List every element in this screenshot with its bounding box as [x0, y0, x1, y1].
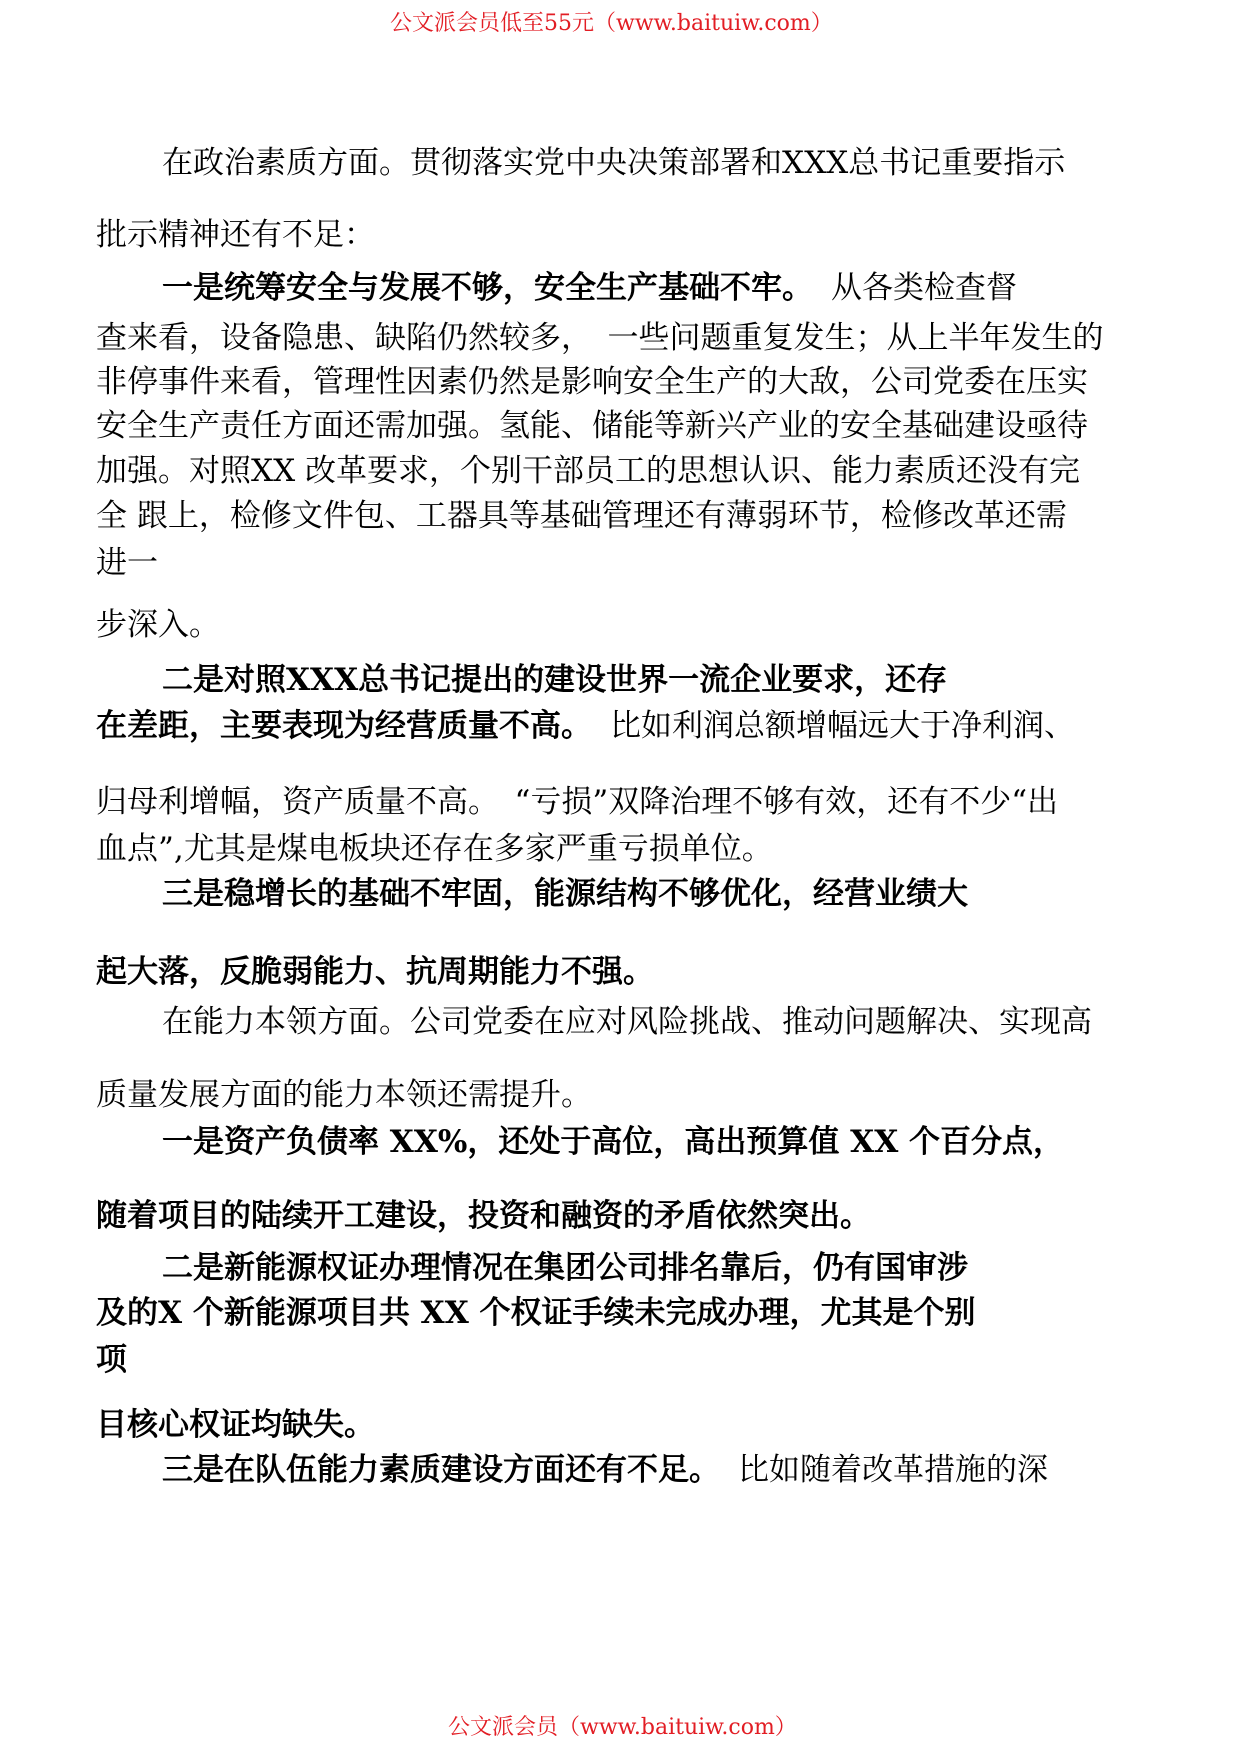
paragraph-line: 及的X 个新能源项目共 XX 个权证手续未完成办理，尤其是个别: [96, 1295, 976, 1331]
paragraph-line: 在政治素质方面。贯彻落实党中央决策部署和XXX总书记重要指示: [162, 145, 1066, 181]
paragraph-line: 步深入。: [96, 607, 220, 643]
paragraph-line: 二是新能源权证办理情况在集团公司排名靠后，仍有国审涉: [162, 1250, 968, 1286]
paragraph-line: 安全生产责任方面还需加强。氢能、储能等新兴产业的安全基础建设亟待: [96, 408, 1088, 444]
paragraph-line: 进一: [96, 545, 158, 581]
paragraph-line: 三是在队伍能力素质建设方面还有不足。 比如随着改革措施的深: [162, 1452, 1048, 1488]
paragraph-line: 起大落，反脆弱能力、抗周期能力不强。: [96, 954, 654, 990]
paragraph-line: 一是统筹安全与发展不够，安全生产基础不牢。 从各类检查督: [162, 270, 1017, 306]
paragraph-line: 一是资产负债率 XX%，还处于高位，高出预算值 XX 个百分点，: [162, 1124, 1065, 1160]
paragraph-line: 三是稳增长的基础不牢固，能源结构不够优化，经营业绩大: [162, 876, 968, 912]
paragraph-line: 目核心权证均缺失。: [96, 1407, 375, 1443]
paragraph-line: 查来看，设备隐患、缺陷仍然较多， 一些问题重复发生；从上半年发生的: [96, 320, 1104, 356]
paragraph-line: 在差距，主要表现为经营质量不高。 比如利润总额增幅远大于净利润、: [96, 708, 1075, 744]
paragraph-line: 批示精神还有不足：: [96, 217, 375, 253]
footer-watermark: 公文派会员（www.baituiw.com）: [448, 1715, 797, 1740]
paragraph-line: 在能力本领方面。公司党委在应对风险挑战、推动问题解决、实现高: [162, 1004, 1092, 1040]
paragraph-line: 随着项目的陆续开工建设，投资和融资的矛盾依然突出。: [96, 1198, 871, 1234]
paragraph-line: 血点”,尤其是煤电板块还存在多家严重亏损单位。: [96, 831, 773, 867]
paragraph-line: 归母利增幅，资产质量不高。 “亏损”双降治理不够有效，还有不少“出: [96, 784, 1059, 820]
paragraph-line: 二是对照XXX总书记提出的建设世界一流企业要求，还存: [162, 662, 948, 698]
paragraph-line: 非停事件来看，管理性因素仍然是影响安全生产的大敌，公司党委在压实: [96, 364, 1088, 400]
paragraph-line: 质量发展方面的能力本领还需提升。: [96, 1077, 592, 1113]
paragraph-line: 加强。对照XX 改革要求，个别干部员工的思想认识、能力素质还没有完: [96, 453, 1080, 489]
paragraph-line: 全 跟上，检修文件包、工器具等基础管理还有薄弱环节，检修改革还需: [96, 498, 1067, 534]
paragraph-line: 项: [96, 1342, 127, 1378]
header-watermark: 公文派会员低至55元（www.baituiw.com）: [390, 11, 833, 36]
